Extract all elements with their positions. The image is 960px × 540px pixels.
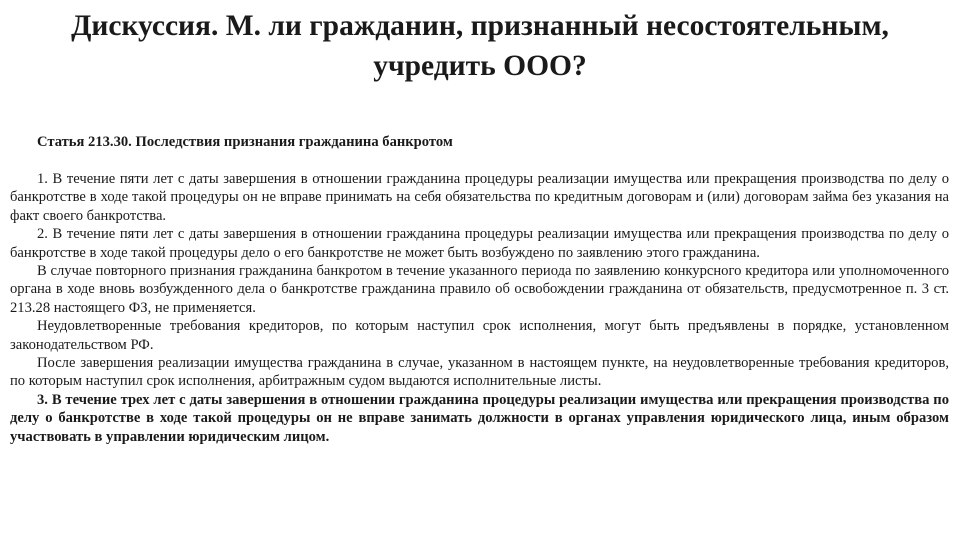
article-body: [10, 170, 949, 446]
paragraph-3: В случае повторного признания гражданина банкротом в течение указанного периода по заявлению конкурсного кредитора или уполномоченного органа в ходе вновь возбужденного дела о банкротстве гражданина правило об освобождении гражданина от обязательств, предусмотренное п. 3 ст. 213.28 настоящего ФЗ, не применяется.: [10, 263, 949, 316]
paragraph-2: 2. В течение пяти лет с даты завершения в отношении гражданина процедуры реализации имущества или прекращения производства по делу о банкротстве в ходе такой процедуры дело о его банкротстве не может быть возбуждено по заявлению этого гражданина.: [10, 226, 949, 261]
article-heading: Статья 213.30. Последствия признания гражданина банкротом: [37, 134, 453, 150]
paragraph-4: Неудовлетворенные требования кредиторов, по которым наступил срок исполнения, могут быть предъявлены в порядке, установленном законодательством РФ.: [10, 318, 949, 353]
title-line-1: Дискуссия. М. ли гражданин, признанный несостоятельным,: [71, 10, 889, 42]
paragraph-6: 3. В течение трех лет с даты завершения в отношении гражданина процедуры реализации имущества или прекращения производства по делу о банкротстве в ходе такой процедуры он не вправе занимать должности в органах управления юридического лица, иным образом участвовать в управлении юридическим лицом.: [10, 391, 949, 445]
paragraph-5: После завершения реализации имущества гражданина в случае, указанном в настоящем пункте, на неудовлетворенные требования кредиторов, по которым наступил срок исполнения, арбитражным судом выдаются исполнительные листы.: [10, 355, 949, 390]
paragraph-1: 1. В течение пяти лет с даты завершения в отношении гражданина процедуры реализации имущества или прекращения производства по делу о банкротстве в ходе такой процедуры он не вправе принимать на себя обязательства по кредитным договорам и (или) договорам займа без указания на факт своего банкротства.: [10, 171, 949, 224]
slide-title: [20, 6, 940, 86]
title-line-2: учредить ООО?: [373, 50, 587, 82]
